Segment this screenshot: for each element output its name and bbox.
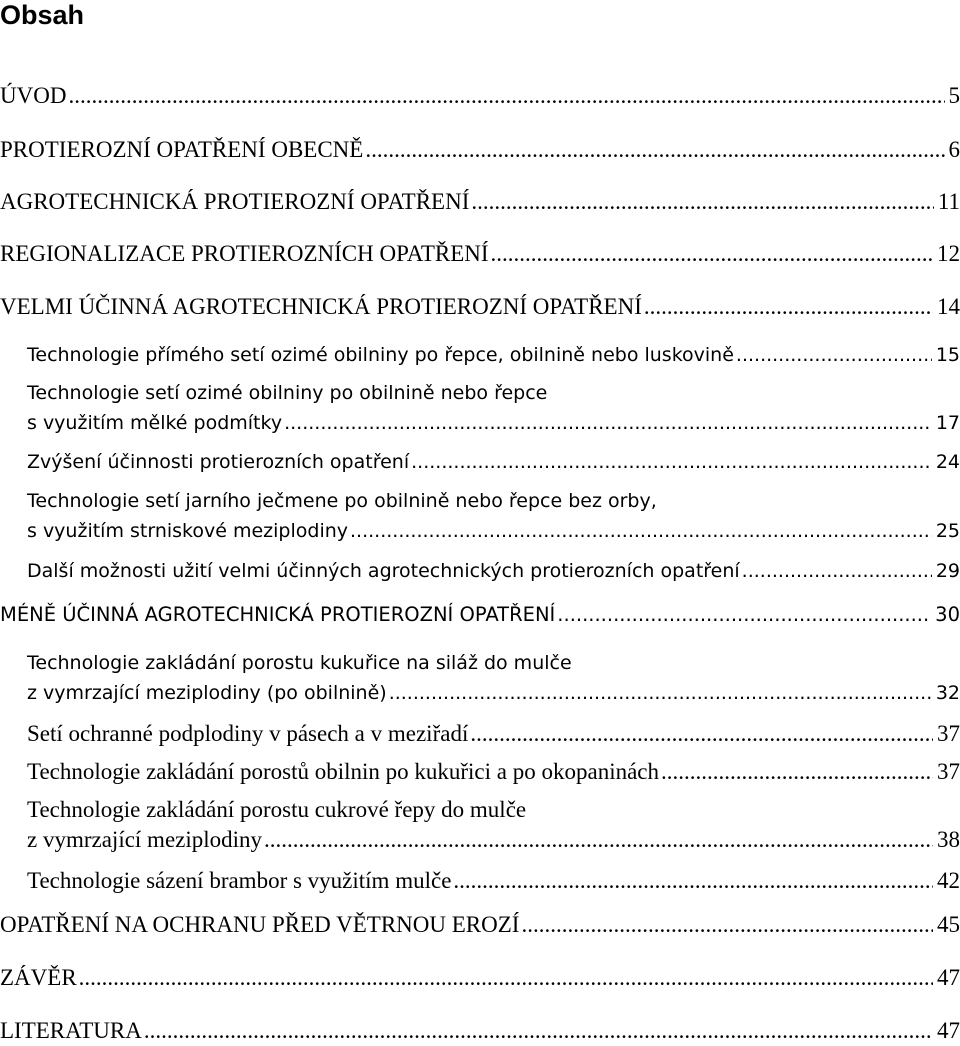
toc-entry-title: Technologie sázení brambor s využitím mulče (27, 866, 451, 896)
dot-leader (79, 963, 933, 993)
toc-entry-title: LITERATURA (0, 1016, 142, 1046)
dot-leader (284, 408, 932, 438)
toc-page-number: 45 (937, 910, 960, 940)
toc-entry-cukrova-repa[interactable] (27, 795, 960, 855)
toc-entry-title: OPATŘENÍ NA OCHRANU PŘED VĚTRNOU EROZÍ (0, 910, 519, 940)
toc-page-number: 47 (937, 1016, 960, 1046)
toc-page-number: 38 (937, 825, 960, 855)
toc-entry-title: ÚVOD (0, 81, 66, 111)
toc-page-number: 5 (949, 81, 960, 111)
dot-leader (742, 556, 932, 586)
dot-leader (491, 239, 933, 269)
toc-entry-title-line-1: Technologie setí jarního ječmene po obilnině nebo řepce bez orby, (27, 490, 657, 512)
toc-page-number: 17 (936, 408, 960, 438)
dot-leader (661, 757, 933, 787)
toc-entry-jarni-jecmen[interactable] (27, 486, 960, 546)
toc-page-number: 29 (936, 556, 960, 586)
toc-entry-kukurice-silaz[interactable] (27, 648, 960, 708)
dot-leader (521, 910, 933, 940)
dot-leader (365, 135, 944, 165)
toc-entry-regionalizace[interactable] (0, 239, 960, 269)
toc-page-number: 12 (937, 239, 960, 269)
toc-page-number: 37 (937, 719, 960, 749)
toc-entry-title: REGIONALIZACE PROTIEROZNÍCH OPATŘENÍ (0, 239, 489, 269)
toc-entry-zaver[interactable] (0, 963, 960, 993)
toc-page-number: 24 (936, 447, 960, 477)
toc-entry-title: ZÁVĚR (0, 963, 77, 993)
toc-entry-vetrna-eroze[interactable] (0, 910, 960, 940)
toc-entry-brambory[interactable] (27, 866, 960, 896)
toc-entry-title: Technologie zakládání porostů obilnin po kukuřici a po okopaninách (27, 757, 659, 787)
toc-entry-title-line-1: Technologie zakládání porostu cukrové řepy do mulče (27, 797, 526, 822)
dot-leader (736, 340, 932, 370)
toc-entry-agrotechnicka-protierozni-opatreni[interactable] (0, 187, 960, 217)
dot-leader (144, 1016, 933, 1046)
toc-entry-mene-ucinna[interactable] (0, 600, 960, 630)
toc-entry-title: MÉNĚ ÚČINNÁ AGROTECHNICKÁ PROTIEROZNÍ OPATŘENÍ (0, 600, 555, 630)
toc-entry-title-line-2: s využitím strniskové meziplodiny (27, 516, 348, 546)
toc-page-number: 47 (937, 963, 960, 993)
toc-entry-title: Technologie přímého setí ozimé obilniny po řepce, obilnině nebo luskovině (27, 340, 734, 370)
toc-entry-podplodina[interactable] (27, 719, 960, 749)
toc-entry-title: PROTIEROZNÍ OPATŘENÍ OBECNĚ (0, 135, 363, 165)
page-title: Obsah (0, 0, 84, 30)
toc-page-number: 11 (938, 187, 960, 217)
toc-entry-dalsi-moznosti[interactable] (27, 556, 960, 586)
dot-leader (68, 81, 944, 111)
dot-leader (264, 825, 933, 855)
dot-leader (557, 600, 931, 630)
toc-entry-literatura[interactable] (0, 1016, 960, 1046)
toc-page-number: 37 (937, 757, 960, 787)
toc-page-number: 42 (937, 866, 960, 896)
toc-entry-protierozni-opatreni-obecne[interactable] (0, 135, 960, 165)
toc-page-number: 25 (936, 516, 960, 546)
toc-page-number: 15 (936, 340, 960, 370)
toc-entry-title-line-1: Technologie zakládání porostu kukuřice na siláž do mulče (27, 652, 572, 674)
toc-entry-velmi-ucinna[interactable] (0, 292, 960, 322)
toc-entry-title: Setí ochranné podplodiny v pásech a v meziřadí (27, 719, 468, 749)
toc-entry-title-line-2: z vymrzající meziplodiny (27, 825, 262, 855)
toc-entry-title: Další možnosti užití velmi účinných agrotechnických protierozních opatření (27, 556, 740, 586)
dot-leader (470, 719, 933, 749)
toc-page-number: 30 (935, 600, 960, 630)
dot-leader (453, 866, 933, 896)
dot-leader (411, 447, 932, 477)
toc-page-number: 6 (949, 135, 960, 165)
toc-entry-melka-podmitka[interactable] (27, 378, 960, 438)
toc-entry-obilniny-po-kukurici[interactable] (27, 757, 960, 787)
toc-entry-uvod[interactable] (0, 81, 960, 111)
toc-entry-title-line-1: Technologie setí ozimé obilniny po obilnině nebo řepce (27, 382, 547, 404)
toc-entry-title: AGROTECHNICKÁ PROTIEROZNÍ OPATŘENÍ (0, 187, 469, 217)
toc-entry-prime-seti[interactable] (27, 340, 960, 370)
toc-page-number: 14 (937, 292, 960, 322)
toc-entry-zvyseni-ucinnosti[interactable] (27, 447, 960, 477)
dot-leader (389, 678, 932, 708)
dot-leader (644, 292, 933, 322)
toc-entry-title: Zvýšení účinnosti protierozních opatření (27, 447, 409, 477)
toc-page-number: 32 (936, 678, 960, 708)
toc-entry-title-line-2: z vymrzající meziplodiny (po obilnině) (27, 678, 387, 708)
dot-leader (471, 187, 933, 217)
toc-entry-title: VELMI ÚČINNÁ AGROTECHNICKÁ PROTIEROZNÍ OPATŘENÍ (0, 292, 642, 322)
dot-leader (350, 516, 932, 546)
toc-entry-title-line-2: s využitím mělké podmítky (27, 408, 282, 438)
